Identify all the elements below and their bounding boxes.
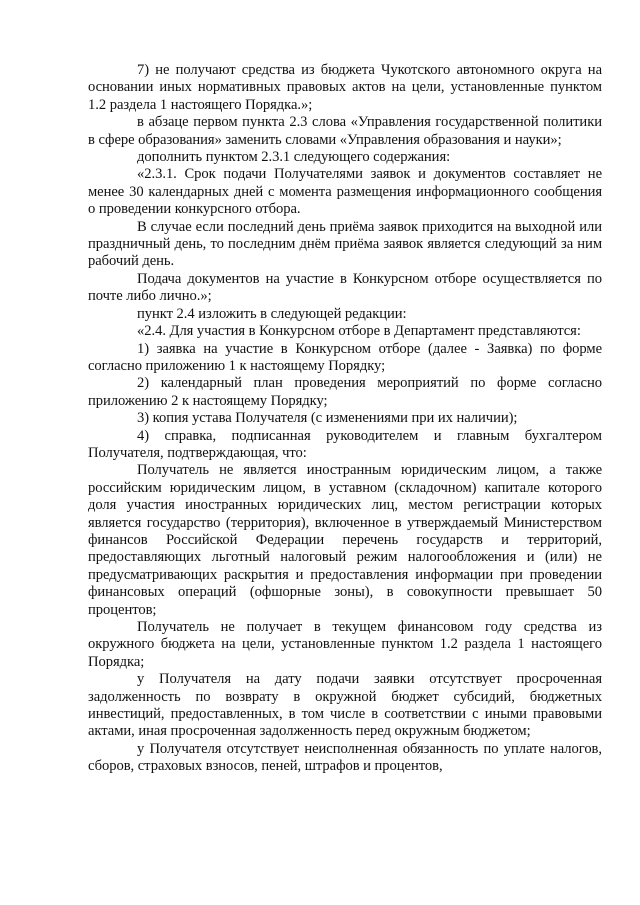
- paragraph-not-foreign-entity: Получатель не является иностранным юридическим лицом, а также российским юридическим лицом, в уставном (складочном) капитале которого доля участия иностранных юридических лиц, местом регистрации которых является государство (территория), включенное в утверждаемый Министерством финансов Российской Федерации перечень государств и территорий, предоставляющих льготный налоговый режим налогообложения и (или) не предусматривающих раскрытия и предоставления информации при проведении финансовых операций (офшорные зоны), в совокупности превышает 50 процентов;: [88, 462, 602, 618]
- paragraph-amend-2-3: в абзаце первом пункта 2.3 слова «Управления государственной политики в сфере образования» заменить словами «Управления образования и науки»;: [88, 114, 602, 148]
- paragraph-subitem-7: 7) не получают средства из бюджета Чукотского автономного округа на основании иных нормативных правовых актов на цели, установленные пунктом 1.2 раздела 1 настоящего Порядка.»;: [88, 62, 602, 113]
- paragraph-no-overdue-debt: у Получателя на дату подачи заявки отсутствует просроченная задолженность по возврату в окружной бюджет субсидий, бюджетных инвестиций, предоставленных, в том числе в соответствии с иными правовыми актами, иная просроченная задолженность перед окружным бюджетом;: [88, 671, 602, 740]
- paragraph-amend-2-4: пункт 2.4 изложить в следующей редакции:: [137, 305, 407, 322]
- list-item-certificate: 4) справка, подписанная руководителем и главным бухгалтером Получателя, подтверждающая, что:: [88, 427, 602, 461]
- paragraph-2-3-1-deadline: «2.3.1. Срок подачи Получателями заявок и документов составляет не менее 30 календарных дней с момента размещения информационного сообщения о проведении конкурсного отбора.: [88, 166, 602, 218]
- paragraph-add-2-3-1: дополнить пунктом 2.3.1 следующего содержания:: [137, 149, 451, 166]
- paragraph-no-tax-obligations: у Получателя отсутствует неисполненная обязанность по уплате налогов, сборов, страховых взносов, пеней, штрафов и процентов,: [88, 740, 602, 775]
- list-item-application: 1) заявка на участие в Конкурсном отборе (далее - Заявка) по форме согласно приложению 1 к настоящему Порядку;: [88, 340, 602, 374]
- list-item-charter-copy: 3) копия устава Получателя (с изменениями при их наличии);: [137, 410, 518, 427]
- list-item-calendar-plan: 2) календарный план проведения мероприятий по форме согласно приложению 2 к настоящему Порядку;: [88, 375, 602, 409]
- paragraph-submission-method: Подача документов на участие в Конкурсном отборе осуществляется по почте либо лично.»;: [88, 270, 602, 305]
- document-page: [88, 62, 602, 776]
- paragraph-holiday-rule: В случае если последний день приёма заявок приходится на выходной или праздничный день, то последним днём приёма заявок является следующий за ним рабочий день.: [88, 218, 602, 270]
- paragraph-no-current-funds: Получатель не получает в текущем финансовом году средства из окружного бюджета на цели, установленные пунктом 1.2 раздела 1 настоящего Порядка;: [88, 619, 602, 670]
- paragraph-2-4-intro: «2.4. Для участия в Конкурсном отборе в Департамент представляются:: [137, 323, 581, 340]
